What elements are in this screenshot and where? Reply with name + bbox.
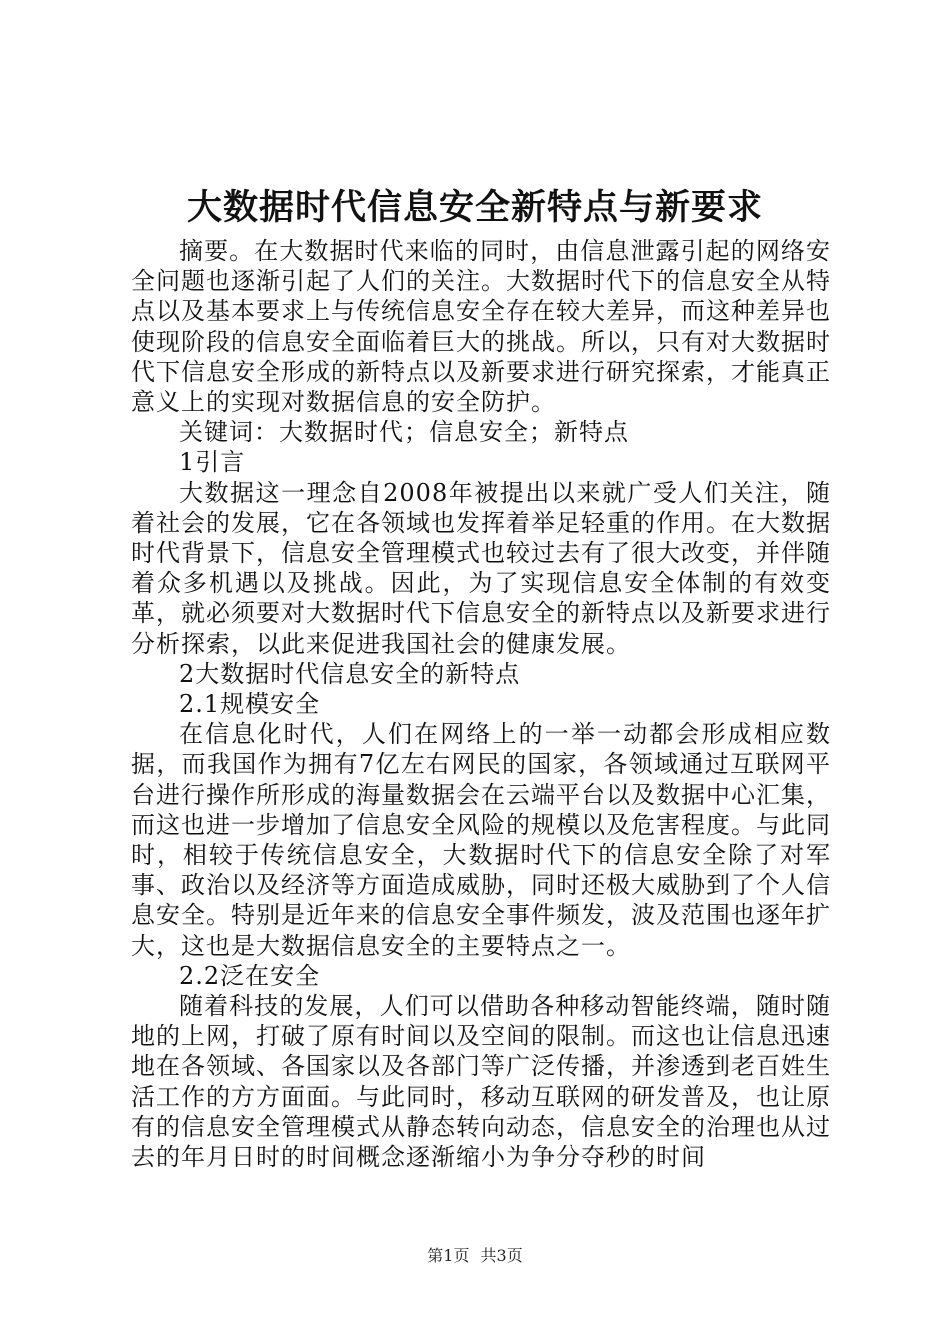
ubiquitous-security-paragraph: 随着科技的发展，人们可以借助各种移动智能终端，随时随地的上网，打破了原有时间以及空间的限制。而这也让信息迅速地在各领域、各国家以及各部门等广泛传播，并渗透到老百姓生活工作的方方面面。与此同时，移动互联网的研发普及，也让原有的信息安全管理模式从静态转向动态，信息安全的治理也从过去的年月日时的时间概念逐渐缩小为争分夺秒的时间	[131, 992, 831, 1172]
introduction-paragraph: 大数据这一理念自2008年被提出以来就广受人们关注，随着社会的发展，它在各领域也发挥着举足轻重的作用。在大数据时代背景下，信息安全管理模式也较过去有了很大改变，并伴随着众多机遇以及挑战。因此，为了实现信息安全体制的有效变革，就必须要对大数据时代下信息安全的新特点以及新要求进行分析探索，以此来促进我国社会的健康发展。	[131, 478, 831, 658]
scale-security-paragraph: 在信息化时代，人们在网络上的一举一动都会形成相应数据，而我国作为拥有7亿左右网民的国家，各领域通过互联网平台进行操作所形成的海量数据会在云端平台以及数据中心汇集，而这也进一步增加了信息安全风险的规模以及危害程度。与此同时，相较于传统信息安全，大数据时代下的信息安全除了对军事、政治以及经济等方面造成威胁，同时还极大威胁到了个人信息安全。特别是近年来的信息安全事件频发，波及范围也逐年扩大，这也是大数据信息安全的主要特点之一。	[131, 720, 831, 960]
page-footer	[0, 1246, 950, 1266]
document-title: 大数据时代信息安全新特点与新要求	[186, 187, 763, 228]
keywords-line: 关键词：大数据时代；信息安全；新特点	[179, 418, 629, 447]
page-number: 第1页	[427, 1246, 470, 1265]
subsection-heading-ubiquitous-security: 2.2泛在安全	[179, 961, 321, 990]
section-heading-introduction: 1引言	[179, 448, 246, 477]
section-heading-new-features: 2大数据时代信息安全的新特点	[179, 659, 521, 688]
abstract-paragraph: 摘要。在大数据时代来临的同时，由信息泄露引起的网络安全问题也逐渐引起了人们的关注。大数据时代下的信息安全从特点以及基本要求上与传统信息安全存在较大差异，而这种差异也使现阶段的信息安全面临着巨大的挑战。所以，只有对大数据时代下信息安全形成的新特点以及新要求进行研究探索，才能真正意义上的实现对数据信息的安全防护。	[131, 237, 831, 417]
document-body	[131, 236, 831, 1172]
subsection-heading-scale-security: 2.1规模安全	[179, 690, 321, 719]
page-total: 共3页	[480, 1246, 523, 1265]
